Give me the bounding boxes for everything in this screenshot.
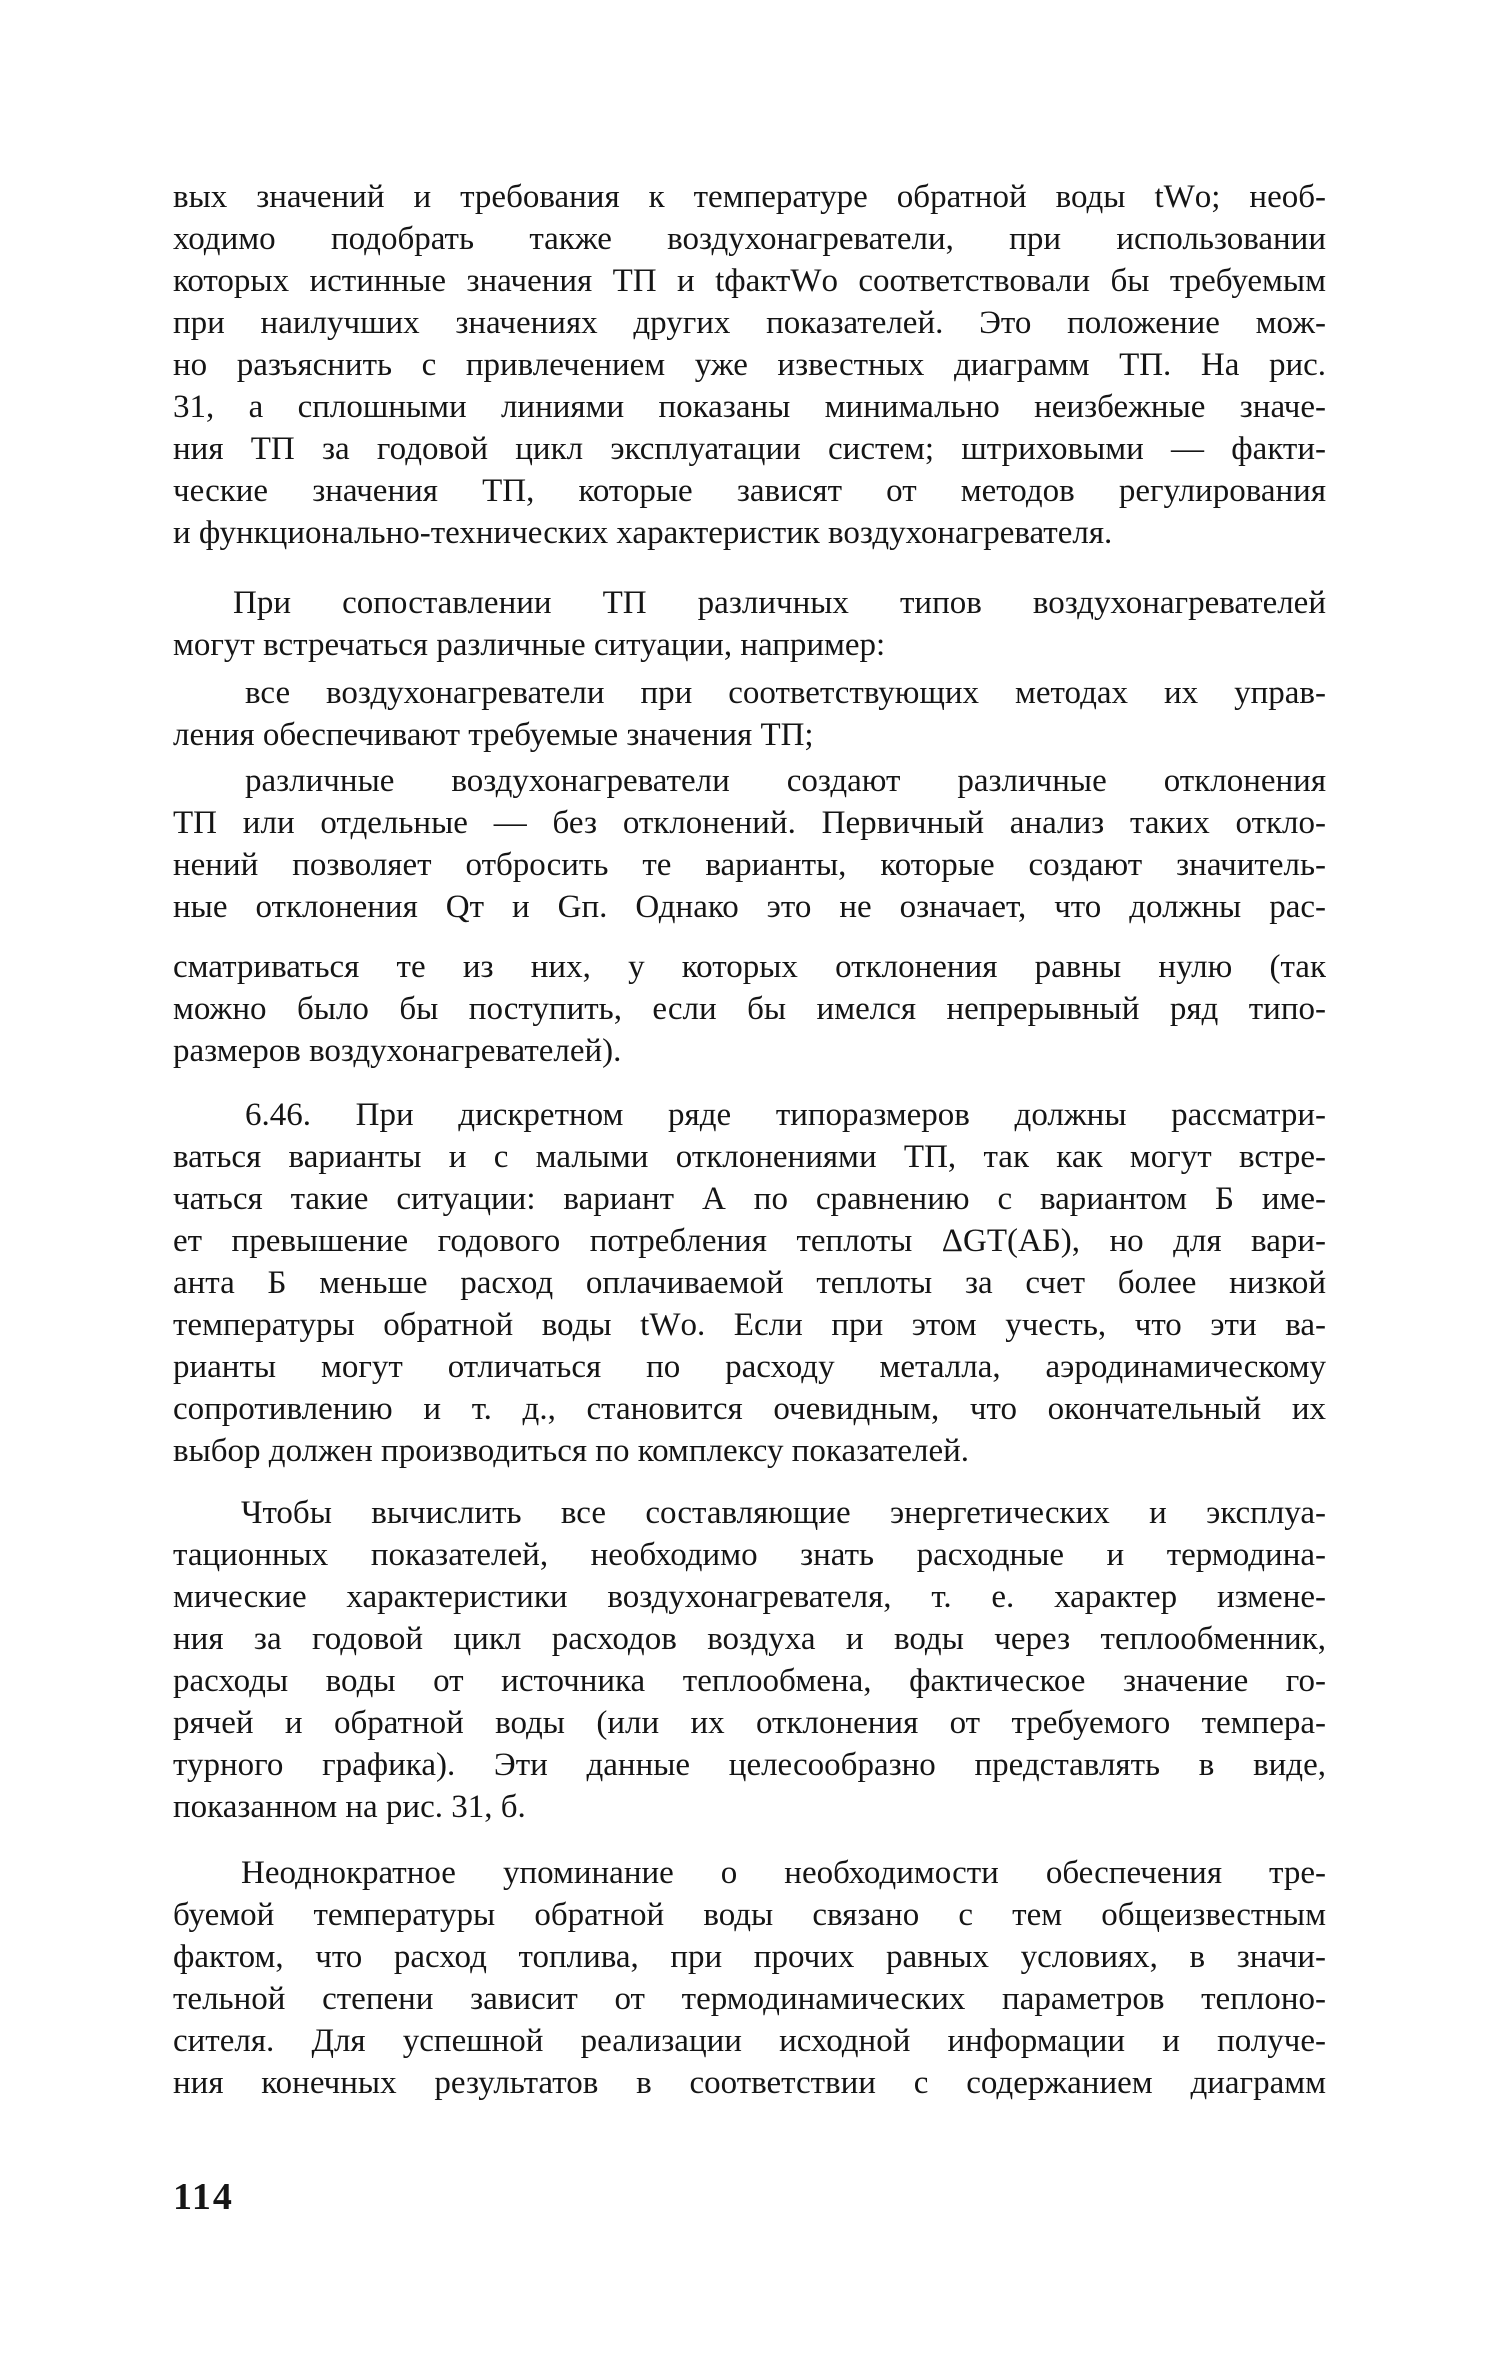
text-line: тационных показателей, необходимо знать расходные и термодина- [173, 1537, 1326, 1573]
text-line: Чтобы вычислить все составляющие энергетических и эксплуа- [241, 1495, 1326, 1531]
page-number: 114 [173, 2176, 234, 2218]
text-line: все воздухонагреватели при соответствующих методах их управ- [245, 675, 1326, 711]
text-line: фактом, что расход топлива, при прочих равных условиях, в значи- [173, 1939, 1326, 1975]
paragraph [173, 582, 1326, 666]
text-line: чаться такие ситуации: вариант А по сравнению с вариантом Б име- [173, 1181, 1326, 1217]
text-line: ваться варианты и с малыми отклонениями ТП, так как могут встре- [173, 1139, 1326, 1175]
paragraph [173, 1852, 1326, 2104]
paragraph [173, 176, 1326, 554]
text-line: турного графика). Эти данные целесообразно представлять в виде, [173, 1747, 1326, 1783]
text-line: температуры обратной воды tWо. Если при этом учесть, что эти ва- [173, 1307, 1326, 1343]
text-line: расходы воды от источника теплообмена, фактическое значение го- [173, 1663, 1326, 1699]
text-line: ния конечных результатов в соответствии с содержанием диаграмм [173, 2065, 1326, 2101]
text-line: ТП или отдельные — без отклонений. Первичный анализ таких откло- [173, 805, 1326, 841]
text-line: ходимо подобрать также воздухонагреватели, при использовании [173, 221, 1326, 257]
text-line: тельной степени зависит от термодинамических параметров теплоно- [173, 1981, 1326, 2017]
text-line: могут встречаться различные ситуации, например: [173, 627, 886, 663]
text-line: нений позволяет отбросить те варианты, которые создают значитель- [173, 847, 1326, 883]
text-line: при наилучших значениях других показателей. Это положение мож- [173, 305, 1326, 341]
text-line: ния за годовой цикл расходов воздуха и воды через теплообменник, [173, 1621, 1326, 1657]
text-line: сителя. Для успешной реализации исходной информации и получе- [173, 2023, 1326, 2059]
text-line: и функционально-технических характеристик воздухонагревателя. [173, 515, 1113, 551]
text-line: буемой температуры обратной воды связано с тем общеизвестным [173, 1897, 1326, 1933]
text-line: размеров воздухонагревателей). [173, 1033, 622, 1069]
paragraph [173, 760, 1326, 1072]
text-line: 6.46. При дискретном ряде типоразмеров должны рассматри- [245, 1097, 1326, 1133]
text-line: анта Б меньше расход оплачиваемой теплоты за счет более низкой [173, 1265, 1326, 1301]
text-line: При сопоставлении ТП различных типов воздухонагревателей [233, 585, 1326, 621]
text-line: различные воздухонагреватели создают различные отклонения [245, 763, 1326, 799]
text-line: ет превышение годового потребления теплоты ΔGТ(АБ), но для вари- [173, 1223, 1326, 1259]
paragraph [173, 1094, 1326, 1472]
text-line: ные отклонения Qт и Gп. Однако это не означает, что должны рас- [173, 889, 1326, 925]
text-line: рианты могут отличаться по расходу металла, аэродинамическому [173, 1349, 1326, 1385]
text-line: ния ТП за годовой цикл эксплуатации систем; штриховыми — факти- [173, 431, 1326, 467]
text-line: вых значений и требования к температуре обратной воды tWо; необ- [173, 179, 1326, 215]
text-line: сматриваться те из них, у которых отклонения равны нулю (так [173, 949, 1326, 985]
text-line: 31, а сплошными линиями показаны минимально неизбежные значе- [173, 389, 1326, 425]
text-line: мические характеристики воздухонагревателя, т. е. характер измене- [173, 1579, 1326, 1615]
text-line: которых истинные значения ТП и tфактWо соответствовали бы требуемым [173, 263, 1326, 299]
text-line: но разъяснить с привлечением уже известных диаграмм ТП. На рис. [173, 347, 1326, 383]
text-line: рячей и обратной воды (или их отклонения от требуемого темпера- [173, 1705, 1326, 1741]
text-line: ления обеспечивают требуемые значения ТП; [173, 717, 814, 753]
text-line: показанном на рис. 31, б. [173, 1789, 526, 1825]
text-line: можно было бы поступить, если бы имелся непрерывный ряд типо- [173, 991, 1326, 1027]
text-line: ческие значения ТП, которые зависят от методов регулирования [173, 473, 1326, 509]
paragraph [173, 672, 1326, 756]
text-line: Неоднократное упоминание о необходимости обеспечения тре- [241, 1855, 1326, 1891]
text-line: сопротивлению и т. д., становится очевидным, что окончательный их [173, 1391, 1326, 1427]
text-line: выбор должен производиться по комплексу показателей. [173, 1433, 970, 1469]
paragraph [173, 1492, 1326, 1828]
